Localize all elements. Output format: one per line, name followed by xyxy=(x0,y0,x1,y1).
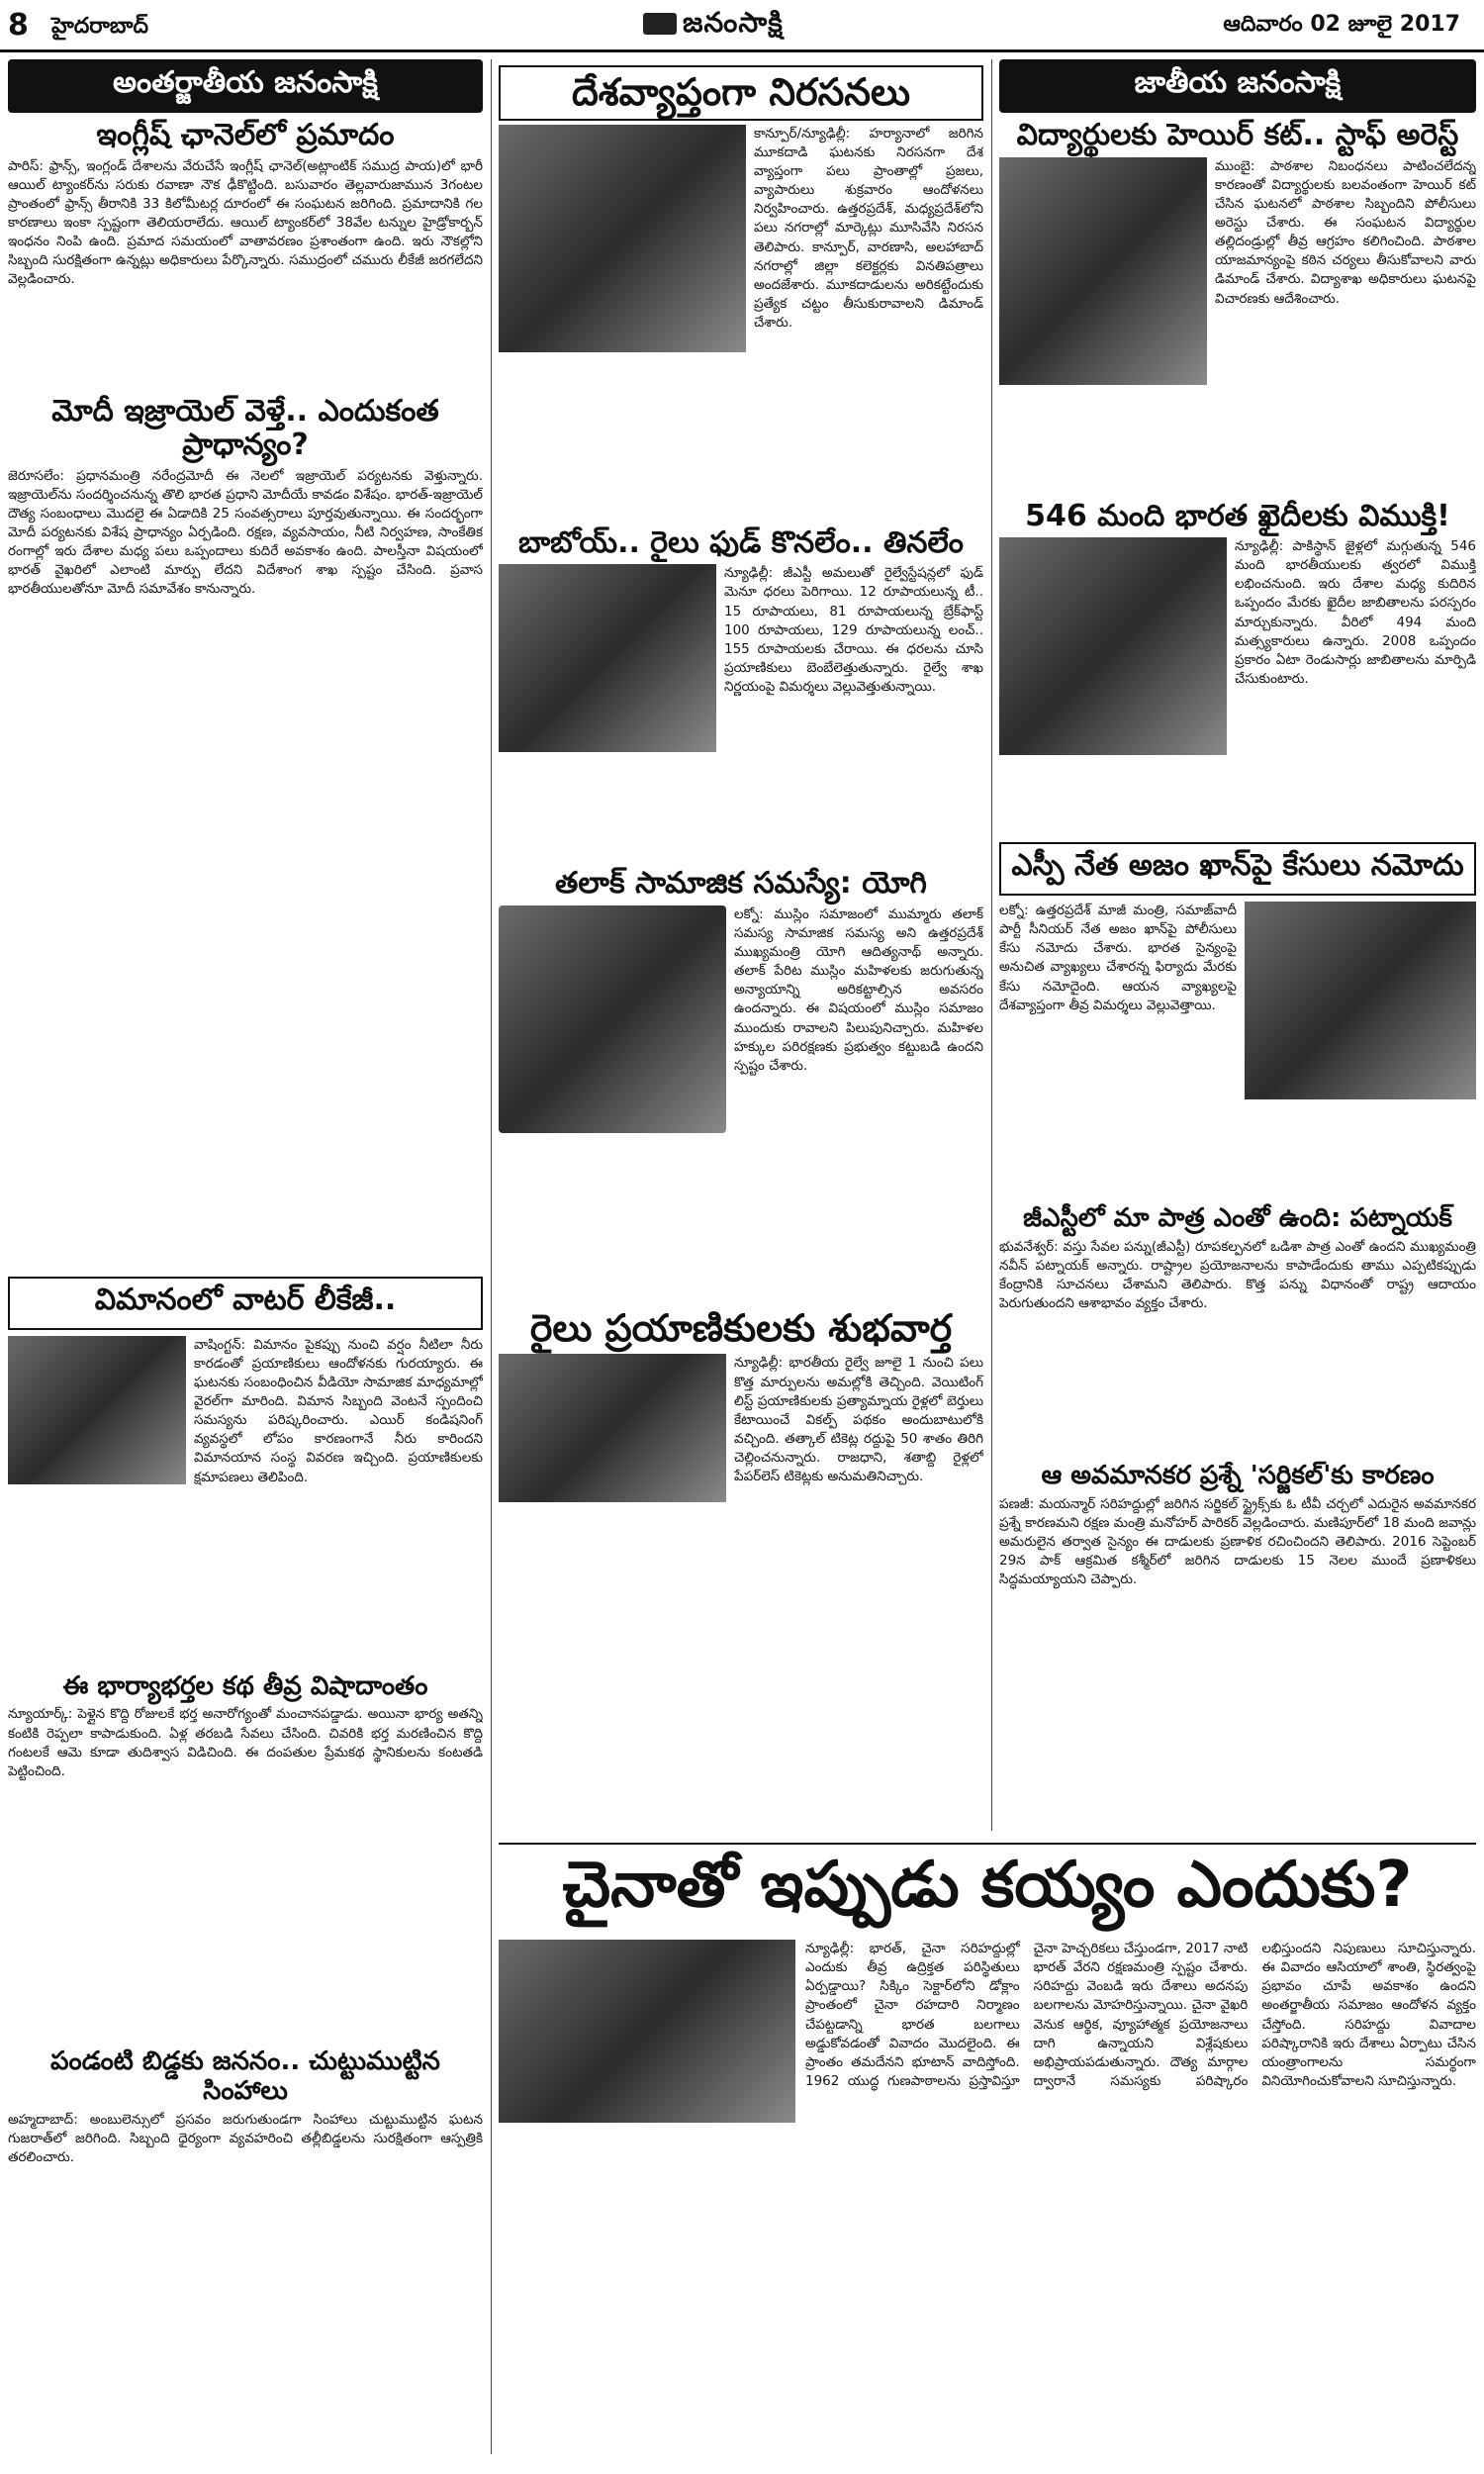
story-gst: భువనేశ్వర్: వస్తు సేవల పన్ను(జీఎస్టీ) రూపకల్పనలో ఒడిశా పాత్ర ఎంతో ఉందని ముఖ్యమంత్రి నవీన్ పట్నాయక్ అన్నారు. రాష్ట్రాల ప్రయోజనాలను కాపాడేందుకు తాము ఎప్పటికప్పుడు కేంద్రానికి సూచనలు చేశామని తెలిపారు. కొత్త పన్ను విధానంతో రాష్ట్ర ఆదాయం పెరుగుతుందని ఆశాభావం వ్యక్తం చేశారు. xyxy=(999,1238,1476,1312)
newspaper-logo xyxy=(643,6,784,46)
border-troops-photo xyxy=(499,1940,795,2123)
masthead-rule xyxy=(0,49,1484,52)
column-divider xyxy=(991,59,992,1831)
headline-haircut: విద్యార్థులకు హెయిర్ కట్.. స్టాఫ్ అరెస్ట్ xyxy=(1016,118,1459,152)
story-protests: కాన్పూర్/న్యూఢిల్లీ: హర్యానాలో జరిగిన మూకదాడి ఘటనకు నిరసనగా దేశ వ్యాప్తంగా పలు ప్రాంతాల్లో ప్రజలు, వ్యాపారులు శుక్రవారం ఆందోళనలు నిర్వహించారు. ఉత్తరప్రదేశ్, మధ్యప్రదేశ్‌లోని పలు నగరాల్లో మార్కెట్లు మూసివేసి నిరసన తెలిపారు. కాన్పూర్, వారణాసి, అలహాబాద్ నగరాల్లో జిల్లా కలెక్టర్లకు వినతిపత్రాలు అందజేశారు. మూకదాడులను అరికట్టేందుకు ప్రత్యేక చట్టం తీసుకురావాలని డిమాండ్ చేశారు. xyxy=(754,125,983,332)
story-china-conflict: న్యూఢిల్లీ: భారత్, చైనా సరిహద్దుల్లో ఎందుకు తీవ్ర ఉద్రిక్తత పరిస్థితులు ఏర్పడ్డాయి? సిక్కిం సెక్టార్‌లోని డోక్లాం ప్రాంతంలో చైనా రహదారి నిర్మాణం చేపట్టడాన్ని భారత బలగాలు అడ్డుకోవడంతో వివాదం మొదలైంది. ఈ ప్రాంతం తమదేనని భూటాన్ వాదిస్తోంది. 1962 యుద్ధ గుణపాఠాలను ప్రస్తావిస్తూ చైనా హెచ్చరికలు చేస్తుండగా, 2017 నాటి భారత్ వేరని రక్షణమంత్రి స్పష్టం చేశారు. సరిహద్దు వెంబడి ఇరు దేశాలు అదనపు బలగాలను మోహరిస్తున్నాయి. చైనా వైఖరి వెనుక ఆర్థిక, వ్యూహాత్మక ప్రయోజనాలు దాగి ఉన్నాయని విశ్లేషకులు అభిప్రాయపడుతున్నారు. దౌత్య మార్గాల ద్వారానే సమస్యకు పరిష్కారం లభిస్తుందని నిపుణులు సూచిస్తున్నారు. ఈ వివాదం ఆసియాలో శాంతి, స్థిరత్వంపై ప్రభావం చూపే అవకాశం ఉందని అంతర్జాతీయ సమాజం ఆందోళన వ్యక్తం చేస్తోంది. సరిహద్దు వివాదాల పరిష్కారానికి ఇరు దేశాలు ఏర్పాటు చేసిన యంత్రాంగాలను సమర్థంగా వినియోగించుకోవాలని సూచిస్తున్నారు. xyxy=(499,1940,1476,2454)
dateline: ఆదివారం 02 జూలై 2017 xyxy=(1223,12,1460,37)
story-azam-khan: లక్నో: ఉత్తరప్రదేశ్ మాజీ మంత్రి, సమాజ్‌వాదీ పార్టీ సీనియర్ నేత అజం ఖాన్‌పై పోలీసులు కేసు నమోదు చేశారు. భారత సైన్యంపై అనుచిత వ్యాఖ్యలు చేశారన్న ఫిర్యాదు మేరకు కేసు నమోదైంది. ఆయన వ్యాఖ్యలపై దేశవ్యాప్తంగా తీవ్ర విమర్శలు వెల్లువెత్తాయి. xyxy=(999,903,1237,1013)
headline-water-leak: విమానంలో వాటర్ లీకేజీ.. xyxy=(8,1277,483,1330)
story-surgical: పణజీ: మయన్మార్ సరిహద్దుల్లో జరిగిన సర్జికల్ స్ట్రైక్స్‌కు ఓ టీవీ చర్చలో ఎదురైన అవమానకర ప్రశ్నే కారణమని రక్షణ మంత్రి మనోహర్ పారికర్ వెల్లడించారు. మణిపూర్‌లో 18 మంది జవాన్లు అమరులైన తర్వాత సైన్యం ఈ దాడులకు ప్రణాళిక రచించిందని తెలిపారు. 2016 సెప్టెంబర్ 29న పాక్ ఆక్రమిత కశ్మీర్‌లో జరిగిన దాడులకు 15 నెలల ముందే ప్రణాళికలు సిద్ధమయ్యాయని చెప్పారు. xyxy=(999,1495,1476,1588)
students-photo xyxy=(999,157,1207,385)
prison-bars-photo xyxy=(999,537,1227,755)
railway-food-photo xyxy=(499,564,716,752)
center-column xyxy=(499,59,983,1831)
story-haircut: ముంబై: పాఠశాల నిబంధనలు పాటించలేదన్న కారణంతో విద్యార్థులకు బలవంతంగా హెయిర్ కట్ చేసిన ఘటనలో పాఠశాల సిబ్బందిని పోలీసులు అరెస్టు చేశారు. ఈ సంఘటన విద్యార్థుల తల్లిదండ్రుల్లో తీవ్ర ఆగ్రహం కలిగించింది. పాఠశాల యాజమాన్యంపై కఠిన చర్యలు తీసుకోవాలని వారు డిమాండ్ చేశారు. విద్యాశాఖ అధికారులు ఘటనపై విచారణకు ఆదేశించారు. xyxy=(1215,157,1476,307)
story-channel-accident: పారిస్: ఫ్రాన్స్, ఇంగ్లండ్ దేశాలను వేరుచేసే ఇంగ్లీష్ ఛానెల్(అట్లాంటిక్ సముద్ర పాయ)లో భారీ ఆయిల్ ట్యాంకర్‌ను సరుకు రవాణా నౌక ఢీకొట్టింది. బసువారం తెల్లవారుజామున 3గంటల ప్రాంతంలో ఫ్రాన్స్ తీరానికి 33 కిలోమీటర్ల దూరంలో ఈ సంఘటన జరిగింది. ప్రమాదానికి గల కారణాలు ఇంకా స్పష్టంగా తెలియరాలేదు. ఆయిల్ ట్యాంకర్‌లో 38వేల టన్నుల హైడ్రోకార్బన్ ఇంధనం నింపి ఉంది. ప్రమాద సమయంలో వాతావరణం ప్రశాంతంగా ఉంది. ఇరు నౌకల్లోని సిబ్బంది సురక్షితంగా ఉన్నట్లు అధికారులు పేర్కొన్నారు. సముద్రంలో చమురు లీకేజీ జరగలేదని వెల్లడించారు. xyxy=(8,157,483,288)
headline-prisoners: 546 మంది భారత ఖైదీలకు విముక్తి! xyxy=(1025,498,1450,533)
headline-azam-khan: ఎస్పీ నేత అజం ఖాన్‌పై కేసులు నమోదు xyxy=(999,842,1476,896)
headline-nationwide-protests: దేశవ్యాప్తంగా నిరసనలు xyxy=(499,65,983,121)
headline-channel-accident: ఇంగ్లీష్ ఛానెల్‌లో ప్రమాదం xyxy=(96,118,395,152)
headline-couple-story: ఈ భార్యాభర్తల కథ తీవ్ర విషాదాంతం xyxy=(62,1670,428,1701)
yogi-adityanath-portrait xyxy=(499,905,726,1133)
paper-name: జనంసాక్షి xyxy=(683,6,784,39)
headline-rail-good-news: రైలు ప్రయాణికులకు శుభవార్త xyxy=(529,1305,953,1350)
headline-triple-talaq: తలాక్ సామాజిక సమస్యే: యోగి xyxy=(555,866,927,902)
story-talaq: లక్నో: ముస్లిం సమాజంలో ముమ్మారు తలాక్ సమస్య సామాజిక సమస్య అని ఉత్తరప్రదేశ్ ముఖ్యమంత్రి యోగి ఆదిత్యనాథ్ అన్నారు. తలాక్ పేరిట ముస్లిం మహిళలకు జరుగుతున్న అన్యాయాన్ని అరికట్టాల్సిన అవసరం ఉందన్నారు. ఈ విషయంలో ముస్లిం సమాజం ముందుకు రావాలని పిలుపునిచ్చారు. మహిళల హక్కుల పరిరక్షణకు ప్రభుత్వం కట్టుబడి ఉందని స్పష్టం చేశారు. xyxy=(734,905,983,1074)
protest-crowd-photo xyxy=(499,125,746,352)
city-label: హైదరాబాద్ xyxy=(51,14,148,39)
story-water-leak: వాషింగ్టన్: విమానం పైకప్పు నుంచి వర్షం నీటిలా నీరు కారడంతో ప్రయాణికులు ఆందోళనకు గురయ్యారు. ఈ ఘటనకు సంబంధించిన వీడియో సామాజిక మాధ్యమాల్లో వైరల్‌గా మారింది. విమాన సిబ్బంది వెంటనే స్పందించి సమస్యను పరిష్కరించారు. ఎయిర్ కండిషనింగ్ వ్యవస్థలో లోపం కారణంగానే నీరు కారిందని విమానయాన సంస్థ వివరణ ఇచ్చింది. ప్రయాణికులకు క్షమాపణలు తెలిపింది. xyxy=(8,1336,483,1663)
story-rail-good-news: న్యూఢిల్లీ: భారతీయ రైల్వే జూలై 1 నుంచి పలు కొత్త మార్పులను అమల్లోకి తెచ్చింది. వెయిటింగ్ లిస్ట్ ప్రయాణికులకు ప్రత్యామ్నాయ రైళ్లలో బెర్తులు కేటాయించే వికల్ప్ పథకం అందుబాటులోకి వచ్చింది. తత్కాల్ టికెట్ల రద్దుపై 50 శాతం తిరిగి చెల్లించనున్నారు. రాజధాని, శతాబ్ది రైళ్లలో పేపర్‌లెస్ టికెట్లకు అనుమతినిచ్చారు. xyxy=(734,1355,983,1485)
train-photo xyxy=(499,1354,726,1502)
headline-gst-patnaik: జీఎస్టీలో మా పాత్ర ఎంతో ఉంది: పట్నాయక్ xyxy=(1023,1203,1452,1233)
column-divider xyxy=(491,59,492,2454)
story-rail-food: న్యూఢిల్లీ: జీఎస్టీ అమలుతో రైల్వేస్టేషన్లలో ఫుడ్ మెనూ ధరలు పెరిగాయి. 12 రూపాయలున్న టీ.. 15 రూపాయలు, 81 రూపాయలున్న బ్రేక్‌ఫాస్ట్ 100 రూపాయలు, 129 రూపాయలున్న లంచ్.. 155 రూపాయలకు చేరాయి. ఈ ధరలను చూసి ప్రయాణికులు బెంబేలెత్తుతున్నారు. రైల్వే శాఖ నిర్ణయంపై విమర్శలు వెల్లువెత్తుతున్నాయి. xyxy=(724,565,983,696)
banner-top-rule xyxy=(499,1843,1476,1845)
page-number: 8 xyxy=(8,8,29,43)
headline-surgical: ఆ అవమానకర ప్రశ్నే 'సర్జికల్'కు కారణం xyxy=(1041,1460,1435,1490)
logo-mark-icon xyxy=(643,13,677,35)
section-national: జాతీయ జనంసాక్షి xyxy=(999,59,1476,113)
story-couple: న్యూయార్క్: పెళ్లైన కొద్ది రోజులకే భర్త అనారోగ్యంతో మంచానపడ్డాడు. అయినా భార్య అతన్ని కంటికి రెప్పలా కాపాడుకుంది. ఏళ్ల తరబడి సేవలు చేసింది. చివరికి భర్త మరణించిన కొద్ది గంటలకే ఆమె కూడా తుదిశ్వాస విడిచింది. ఈ దంపతుల ప్రేమకథ స్థానికులను కంటతడి పెట్టించింది. xyxy=(8,1706,483,1779)
story-modi-israel: జెరూసలేం: ప్రధానమంత్రి నరేంద్రమోదీ ఈ నెలలో ఇజ్రాయెల్ పర్యటనకు వెళ్తున్నారు. ఇజ్రాయెల్‌ను సందర్శించనున్న తొలి భారత ప్రధాని మోదీయే కావడం విశేషం. భారత్-ఇజ్రాయెల్ దౌత్య సంబంధాలు మొదలై ఈ ఏడాదికి 25 సంవత్సరాలు పూర్తవుతున్నాయి. ఈ సందర్భంగా మోదీ పర్యటనకు విశేష ప్రాధాన్యం ఏర్పడింది. రక్షణ, వ్యవసాయం, నీటి నిర్వహణ, సాంకేతిక రంగాల్లో ఇరు దేశాల మధ్య పలు ఒప్పందాలు కుదిరే అవకాశం ఉంది. పాలస్తీనా విషయంలో భారత్ వైఖరిలో ఎలాంటి మార్పు లేదని విదేశాంగ శాఖ స్పష్టం చేసింది. ప్రవాస భారతీయులతోనూ మోదీ సమావేశం కానున్నారు. xyxy=(8,467,483,598)
headline-china-conflict: చైనాతో ఇప్పుడు కయ్యం ఎందుకు? xyxy=(562,1849,1413,1922)
soldiers-photo xyxy=(1245,902,1476,1099)
left-column xyxy=(8,59,483,2454)
headline-modi-israel: మోదీ ఇజ్రాయెల్ వెళ్తే.. ఎందుకంత ప్రాధాన్యం? xyxy=(51,393,439,462)
story-prisoners: న్యూఢిల్లీ: పాకిస్థాన్ జైళ్లలో మగ్గుతున్న 546 మంది భారతీయులకు త్వరలో విముక్తి లభించనుంది. ఇరు దేశాల మధ్య కుదిరిన ఒప్పందం మేరకు ఖైదీల జాబితాలను పరస్పరం మార్చుకున్నారు. వీరిలో 494 మంది మత్స్యకారులు ఉన్నారు. 2008 ఒప్పందం ప్రకారం ఏటా రెండుసార్లు జాబితాలను మార్పిడి చేసుకుంటారు. xyxy=(1235,538,1476,688)
headline-lions-birth: పండంటి బిడ్డకు జననం.. చుట్టుముట్టిన సింహాలు xyxy=(50,2046,440,2107)
aircraft-cabin-photo xyxy=(8,1336,186,1484)
right-column xyxy=(999,59,1476,1831)
section-international: అంతర్జాతీయ జనంసాక్షి xyxy=(8,59,483,113)
masthead xyxy=(0,0,1484,55)
story-lions-birth: అహ్మదాబాద్: అంబులెన్సులో ప్రసవం జరుగుతుండగా సింహాలు చుట్టుముట్టిన ఘటన గుజరాత్‌లో జరిగింది. సిబ్బంది ధైర్యంగా వ్యవహరించి తల్లీబిడ్డలను సురక్షితంగా ఆస్పత్రికి తరలించారు. xyxy=(8,2112,483,2166)
headline-rail-food: బాబోయ్.. రైలు ఫుడ్ కొనలేం.. తినలేం xyxy=(518,524,964,560)
